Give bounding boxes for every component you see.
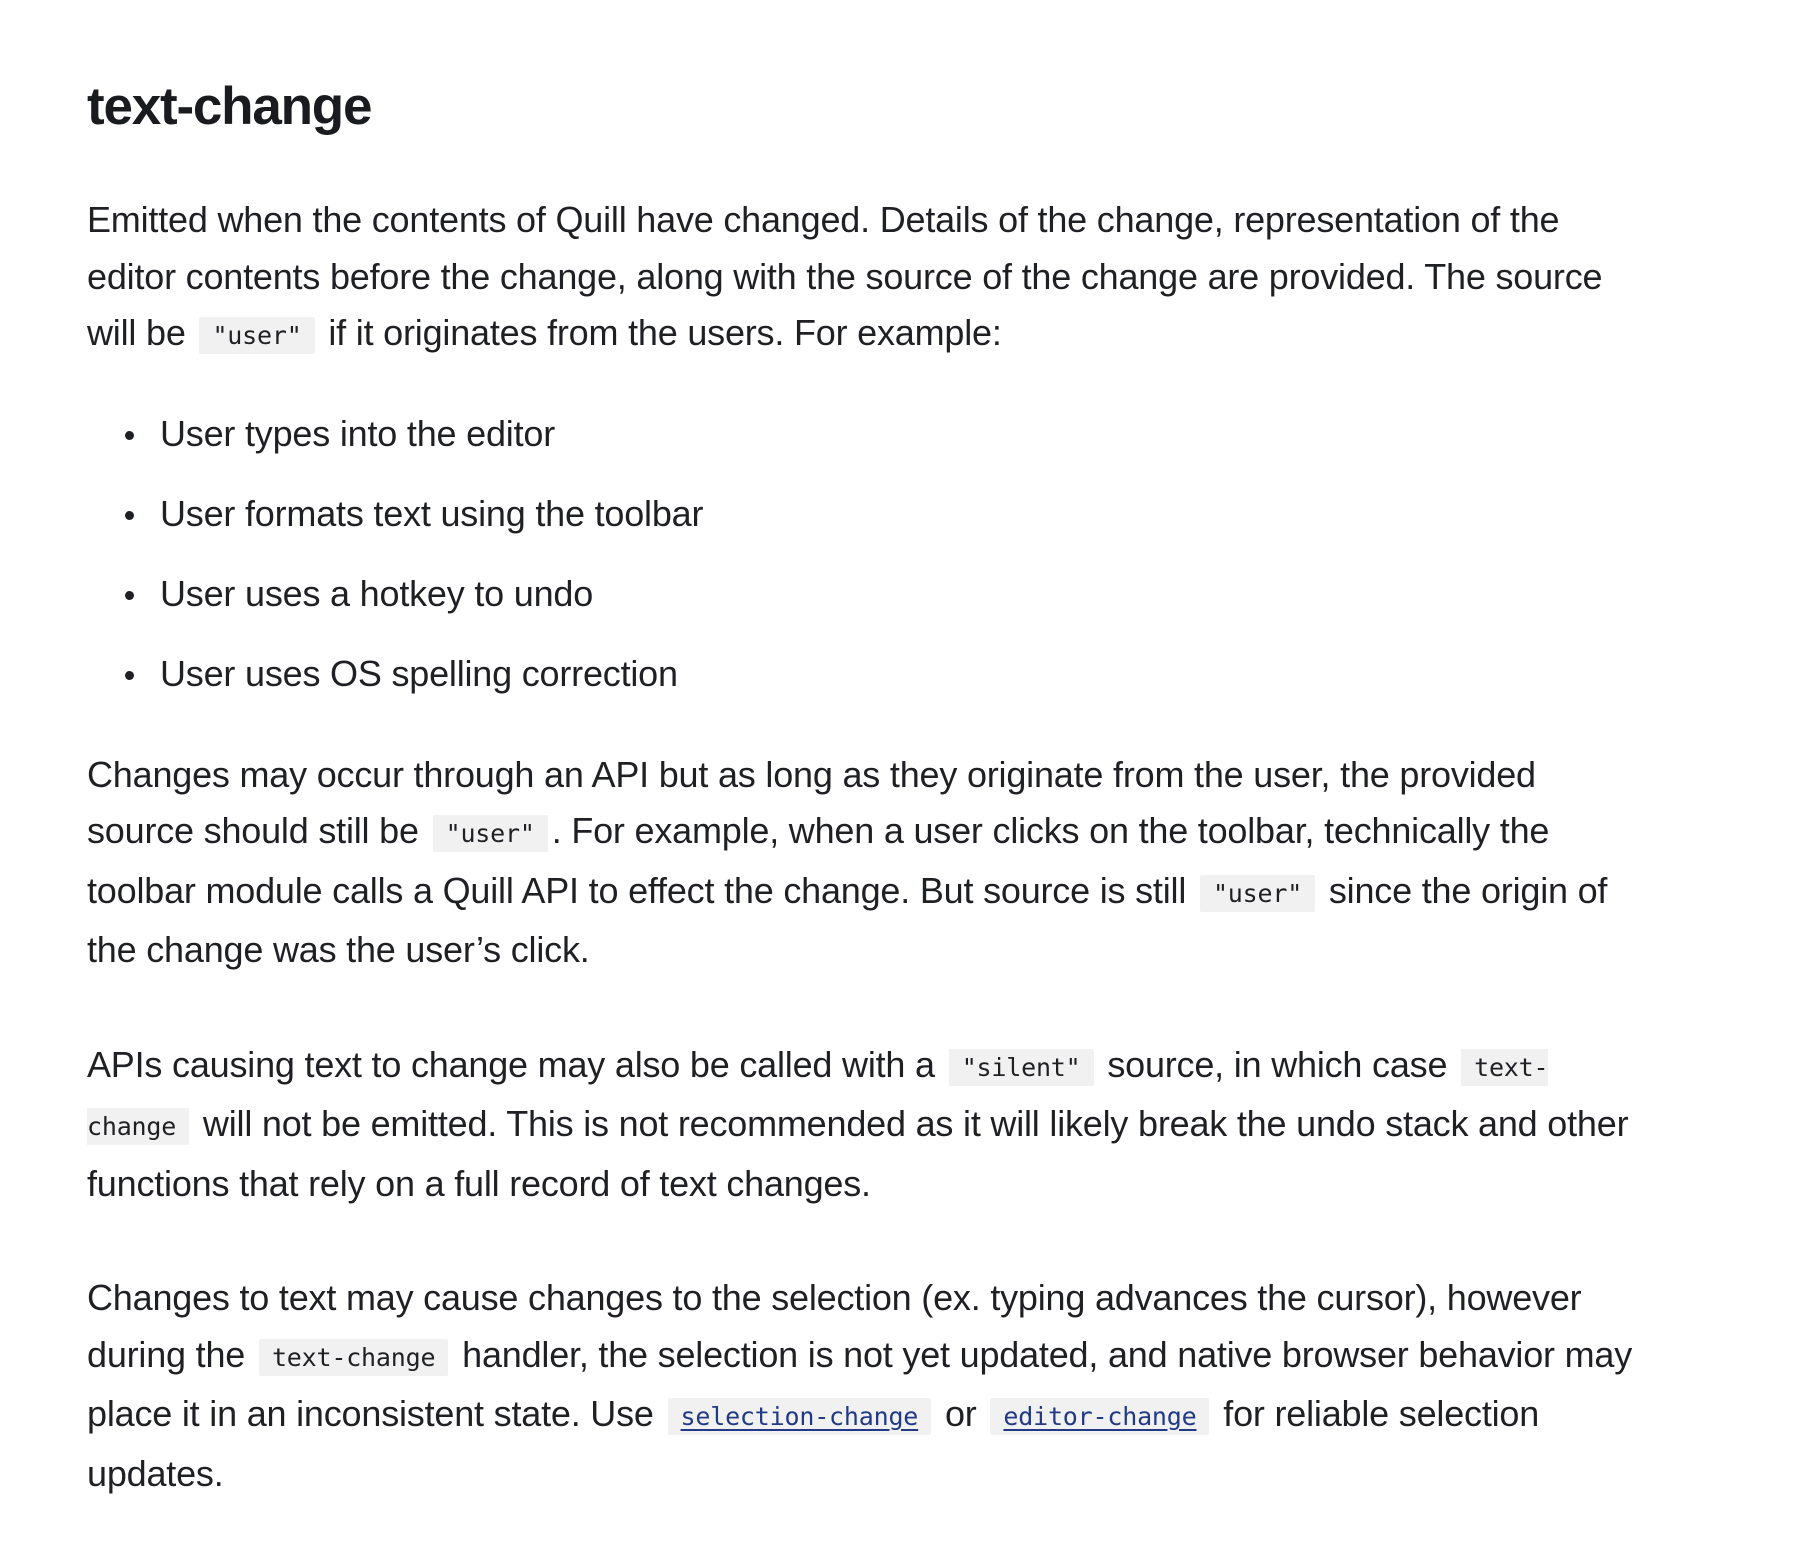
- user-code: "user": [199, 317, 314, 354]
- text-change-code: text-change: [259, 1339, 448, 1376]
- api-text-1: Changes may occur through an API but as long as they originate from the user, the provided source should still be: [87, 753, 1536, 852]
- editor-change-link-wrap: [990, 1398, 1209, 1435]
- page-title: text-change: [87, 77, 372, 136]
- api-text-2: . For example, when a user clicks on the toolbar, technically the toolbar module calls a Quill API to effect the change. But source is still: [87, 810, 1550, 911]
- intro-text-1: Emitted when the contents of Quill have changed. Details of the change, representation of the editor contents before the change, along with the source of the change are provided. The source will be: [87, 199, 1603, 354]
- selection-text-1: Changes to text may cause changes to the selection (ex. typing advances the cursor), however during the: [87, 1277, 1582, 1375]
- api-paragraph: [87, 747, 1650, 979]
- list-item: User uses a hotkey to undo: [160, 573, 1650, 615]
- list-item: User uses OS spelling correction: [160, 653, 1650, 695]
- silent-text-3: will not be emitted. This is not recommended as it will likely break the undo stack and other functions that rely on a full record of text changes.: [87, 1103, 1629, 1204]
- intro-paragraph: [87, 192, 1650, 365]
- silent-paragraph: [87, 1037, 1650, 1213]
- list-item: User types into the editor: [160, 413, 1650, 455]
- api-text-3: since the origin of the change was the user’s click.: [87, 869, 1608, 971]
- selection-text-3: or: [944, 1393, 977, 1435]
- text-change-code: text-change: [87, 1049, 1548, 1146]
- user-code: "user": [433, 815, 548, 852]
- selection-change-link[interactable]: selection-change: [680, 1402, 919, 1432]
- selection-text-4: for reliable selection updates.: [87, 1393, 1540, 1494]
- silent-text-2: source, in which case: [1107, 1043, 1448, 1085]
- examples-list: [87, 413, 1650, 695]
- selection-paragraph: [87, 1270, 1650, 1502]
- silent-code: "silent": [949, 1049, 1094, 1086]
- editor-change-link[interactable]: editor-change: [1003, 1402, 1197, 1432]
- list-item: User formats text using the toolbar: [160, 493, 1650, 535]
- silent-text-1: APIs causing text to change may also be called with a: [87, 1043, 935, 1085]
- user-code: "user": [1200, 875, 1315, 912]
- selection-change-link-wrap: [668, 1398, 932, 1435]
- intro-text-2: if it originates from the users. For example:: [328, 312, 1002, 354]
- selection-text-2: handler, the selection is not yet updated, and native browser behavior may place it in an inconsistent state. Use: [87, 1333, 1633, 1435]
